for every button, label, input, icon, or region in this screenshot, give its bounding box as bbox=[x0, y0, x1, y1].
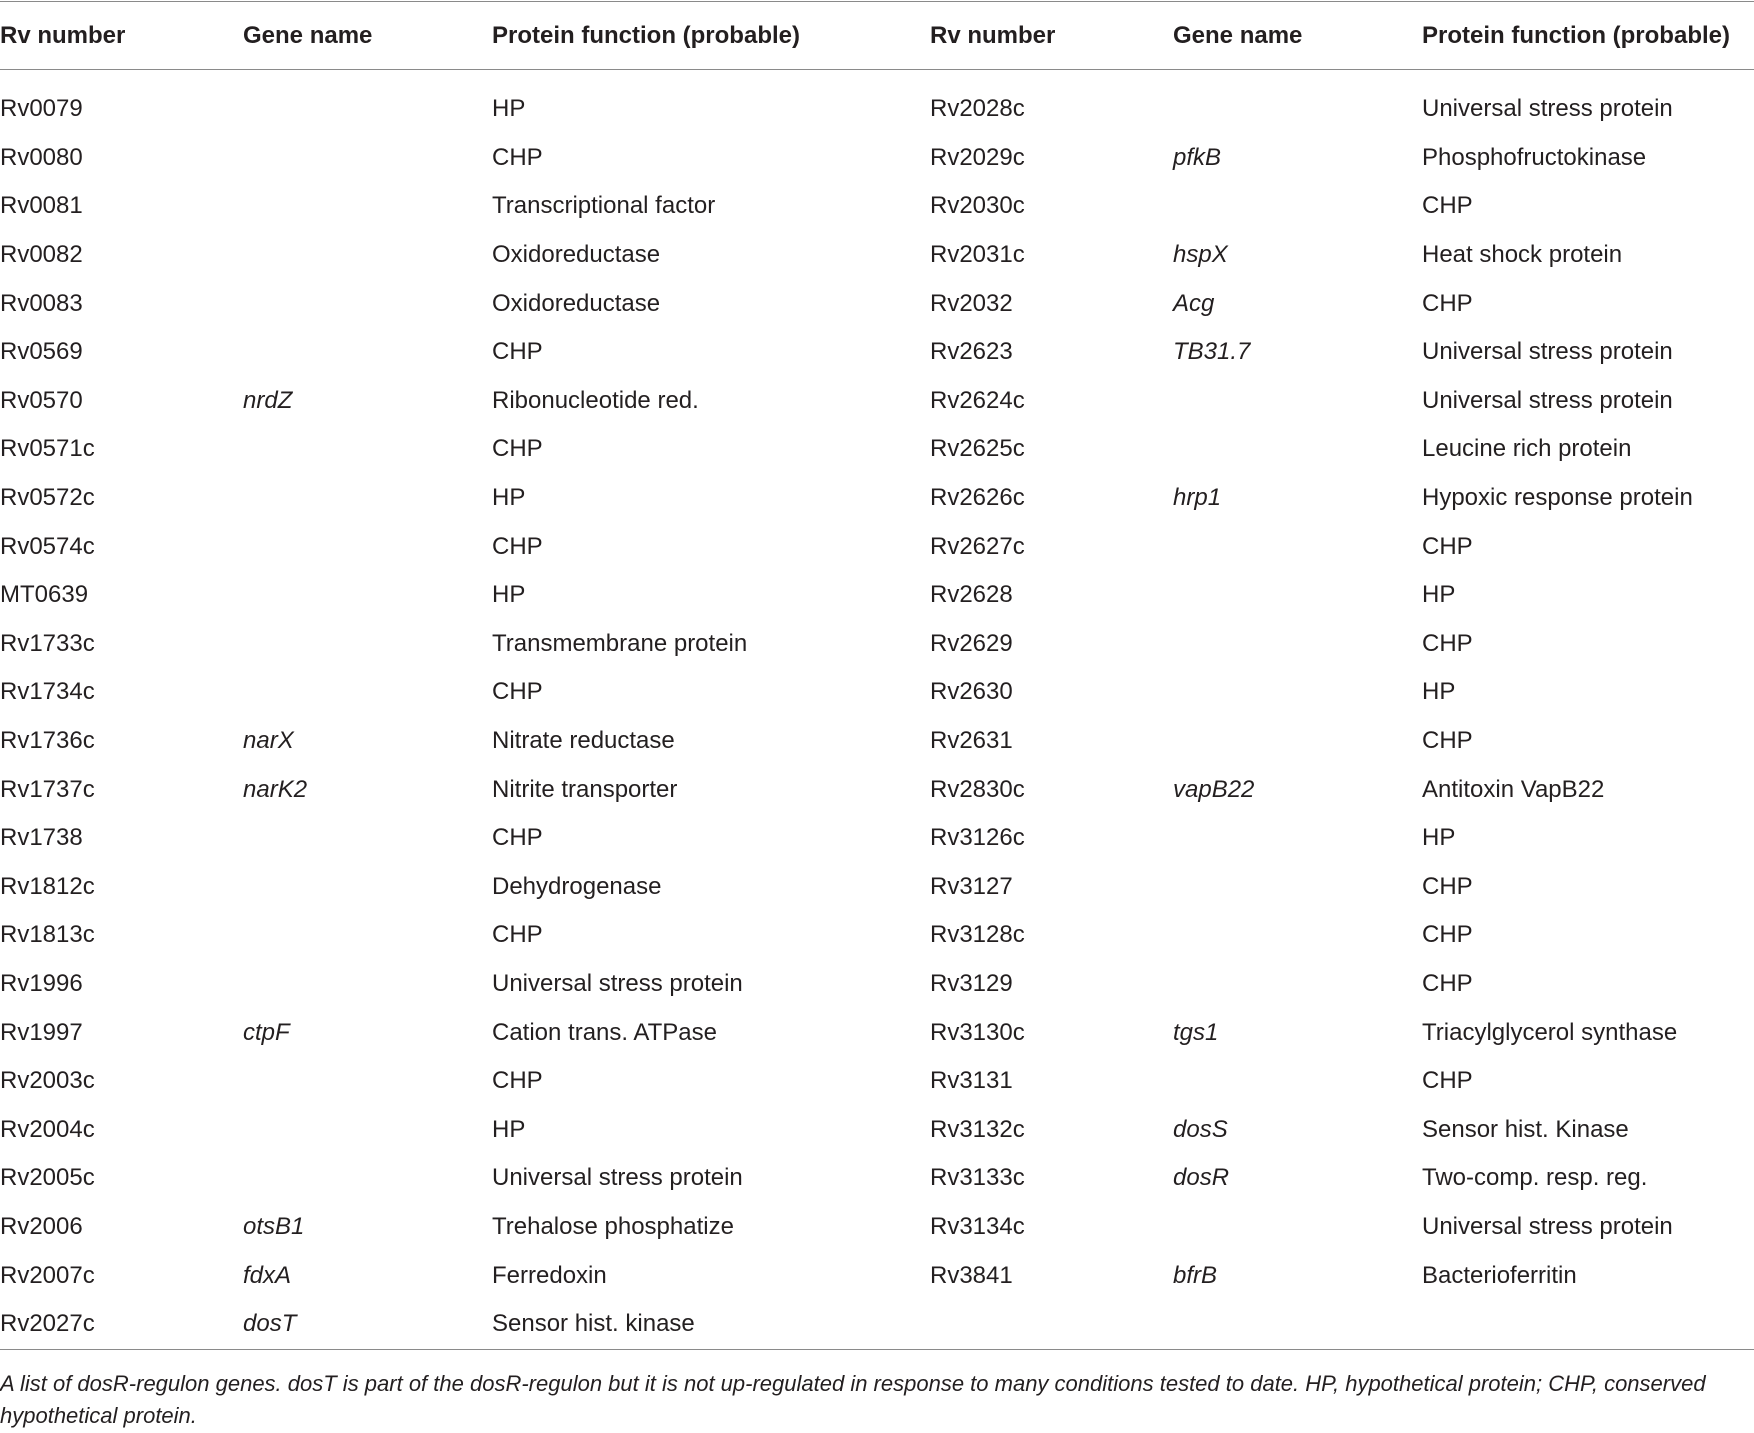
table-row bbox=[0, 960, 1754, 1009]
rv-number-cell-right: Rv2625c bbox=[930, 435, 1025, 463]
table-bottom-rule bbox=[0, 1349, 1754, 1350]
protein-function-cell-right: Heat shock protein bbox=[1422, 241, 1623, 269]
gene-name-cell-left bbox=[243, 522, 492, 571]
gene-name-cell-left bbox=[243, 863, 492, 912]
rv-number-cell-right: Rv2031c bbox=[930, 241, 1025, 269]
table-row bbox=[0, 474, 1754, 523]
gene-name-cell-right: tgs1 bbox=[1173, 1018, 1219, 1046]
protein-function-cell-right: CHP bbox=[1422, 629, 1473, 657]
protein-function-cell-right: Phosphofructokinase bbox=[1422, 143, 1647, 171]
gene-name-cell-right bbox=[1173, 1057, 1422, 1106]
protein-function-cell-right: Universal stress protein bbox=[1422, 338, 1673, 366]
protein-function-cell-left: Nitrate reductase bbox=[492, 727, 675, 755]
rv-number-cell-right: Rv3126c bbox=[930, 824, 1025, 852]
rv-number-cell-right: Rv2624c bbox=[930, 386, 1025, 414]
gene-name-cell-right bbox=[1173, 425, 1422, 474]
gene-name-cell-left bbox=[243, 474, 492, 523]
table-row bbox=[0, 717, 1754, 766]
rv-number-cell-left: Rv0080 bbox=[0, 143, 83, 171]
protein-function-cell-right: Universal stress protein bbox=[1422, 1212, 1673, 1240]
gene-name-cell-right bbox=[1173, 668, 1422, 717]
rv-number-cell-left: Rv2007c bbox=[0, 1261, 95, 1289]
table-row bbox=[0, 911, 1754, 960]
rv-number-cell-left: Rv0081 bbox=[0, 192, 83, 220]
protein-function-cell-left: HP bbox=[492, 1115, 526, 1143]
rv-number-cell-left: Rv1733c bbox=[0, 629, 95, 657]
header-rv-number-right: Rv number bbox=[930, 22, 1056, 49]
protein-function-cell-left: CHP bbox=[492, 338, 543, 366]
gene-name-cell-right: dosR bbox=[1173, 1164, 1230, 1192]
gene-name-cell-left bbox=[243, 620, 492, 669]
protein-function-cell-right: Universal stress protein bbox=[1422, 386, 1673, 414]
rv-number-cell-left: MT0639 bbox=[0, 581, 89, 609]
gene-name-cell-right bbox=[1173, 1203, 1422, 1252]
table-body bbox=[0, 85, 1754, 1348]
table-row bbox=[0, 1203, 1754, 1252]
table-row bbox=[0, 1008, 1754, 1057]
rv-number-cell-right: Rv2626c bbox=[930, 484, 1025, 512]
gene-name-cell-left: otsB1 bbox=[243, 1212, 305, 1240]
header-protein-function-right: Protein function (probable) bbox=[1422, 22, 1730, 49]
gene-name-cell-right bbox=[1173, 571, 1422, 620]
protein-function-cell-left: HP bbox=[492, 484, 526, 512]
protein-function-cell-left: Oxidoreductase bbox=[492, 241, 661, 269]
table-row bbox=[0, 1105, 1754, 1154]
protein-function-cell-left: CHP bbox=[492, 921, 543, 949]
protein-function-cell-left: CHP bbox=[492, 532, 543, 560]
protein-function-cell-left: HP bbox=[492, 581, 526, 609]
rv-number-cell-left: Rv1813c bbox=[0, 921, 95, 949]
rv-number-cell-right: Rv2623 bbox=[930, 338, 1013, 366]
gene-name-cell-left: nrdZ bbox=[243, 386, 293, 414]
rv-number-cell-right: Rv2028c bbox=[930, 95, 1025, 123]
gene-name-cell-left bbox=[243, 668, 492, 717]
rv-number-cell-left: Rv2006 bbox=[0, 1212, 83, 1240]
gene-name-cell-right bbox=[1173, 1300, 1422, 1349]
rv-number-cell-left: Rv1812c bbox=[0, 872, 95, 900]
table-row bbox=[0, 765, 1754, 814]
table-row bbox=[0, 1057, 1754, 1106]
gene-name-cell-right: hrp1 bbox=[1173, 484, 1222, 512]
rv-number-cell-left: Rv0083 bbox=[0, 289, 83, 317]
protein-function-cell-left: CHP bbox=[492, 143, 543, 171]
rv-number-cell-right: Rv2630 bbox=[930, 678, 1013, 706]
protein-function-cell-right: CHP bbox=[1422, 727, 1473, 755]
rv-number-cell-right: Rv2030c bbox=[930, 192, 1025, 220]
protein-function-cell-left: Transmembrane protein bbox=[492, 629, 748, 657]
protein-function-cell-left: Nitrite transporter bbox=[492, 775, 678, 803]
protein-function-cell-left: Universal stress protein bbox=[492, 1164, 743, 1192]
rv-number-cell-right: Rv2032 bbox=[930, 289, 1013, 317]
rv-number-cell-left: Rv2005c bbox=[0, 1164, 95, 1192]
rv-number-cell-left: Rv0079 bbox=[0, 95, 83, 123]
protein-function-cell-right: HP bbox=[1422, 824, 1456, 852]
rv-number-cell-left: Rv1734c bbox=[0, 678, 95, 706]
table-row bbox=[0, 425, 1754, 474]
table-row bbox=[0, 377, 1754, 426]
gene-name-cell-right bbox=[1173, 85, 1422, 134]
protein-function-cell-left: Dehydrogenase bbox=[492, 872, 662, 900]
protein-function-cell-right: Antitoxin VapB22 bbox=[1422, 775, 1605, 803]
gene-name-cell-right bbox=[1173, 814, 1422, 863]
gene-name-cell-right bbox=[1173, 863, 1422, 912]
protein-function-cell-right: Triacylglycerol synthase bbox=[1422, 1018, 1678, 1046]
table-row bbox=[0, 279, 1754, 328]
gene-name-cell-right bbox=[1173, 377, 1422, 426]
gene-name-cell-left bbox=[243, 960, 492, 1009]
table-header-row bbox=[0, 0, 1754, 70]
rv-number-cell-right: Rv3133c bbox=[930, 1164, 1025, 1192]
rv-number-cell-left: Rv0574c bbox=[0, 532, 95, 560]
gene-name-cell-left bbox=[243, 231, 492, 280]
table-caption: A list of dosR-regulon genes. dosT is part of the dosR-regulon but it is not up-regulated in response to many conditions tested to date. HP, hypothetical protein; CHP, conserved hypothetical protein. bbox=[0, 1371, 1706, 1428]
protein-function-cell-right: HP bbox=[1422, 678, 1456, 706]
protein-function-cell-left: Transcriptional factor bbox=[492, 192, 716, 220]
gene-name-cell-left: fdxA bbox=[243, 1261, 292, 1289]
protein-function-cell-right: Sensor hist. Kinase bbox=[1422, 1115, 1629, 1143]
rv-number-cell-right: Rv3134c bbox=[930, 1212, 1025, 1240]
gene-name-cell-right: Acg bbox=[1173, 289, 1215, 317]
header-gene-name-right: Gene name bbox=[1173, 22, 1303, 49]
rv-number-cell-left: Rv0570 bbox=[0, 386, 83, 414]
gene-name-cell-left bbox=[243, 814, 492, 863]
gene-name-cell-right bbox=[1173, 522, 1422, 571]
gene-name-cell-left bbox=[243, 1154, 492, 1203]
header-protein-function-left: Protein function (probable) bbox=[492, 22, 800, 49]
table-row bbox=[0, 1154, 1754, 1203]
rv-number-cell-left: Rv1736c bbox=[0, 727, 95, 755]
header-spacer bbox=[0, 70, 1754, 85]
rv-number-cell-left: Rv1737c bbox=[0, 775, 95, 803]
table-row bbox=[0, 522, 1754, 571]
rv-number-cell-left: Rv2003c bbox=[0, 1067, 95, 1095]
rv-number-cell-right: Rv3131 bbox=[930, 1067, 1013, 1095]
gene-name-cell-right: pfkB bbox=[1173, 143, 1222, 171]
protein-function-cell-left: Trehalose phosphatize bbox=[492, 1212, 734, 1240]
table-row bbox=[0, 668, 1754, 717]
rv-number-cell-right: Rv2631 bbox=[930, 727, 1013, 755]
gene-name-cell-left: narX bbox=[243, 727, 294, 755]
protein-function-cell-right bbox=[1422, 1300, 1754, 1349]
rv-number-cell-left: Rv2027c bbox=[0, 1310, 95, 1338]
rv-number-cell-right: Rv3841 bbox=[930, 1261, 1013, 1289]
gene-name-cell-right bbox=[1173, 960, 1422, 1009]
rv-number-cell-right: Rv2629 bbox=[930, 629, 1013, 657]
gene-name-cell-right bbox=[1173, 182, 1422, 231]
gene-name-cell-left bbox=[243, 425, 492, 474]
protein-function-cell-right: CHP bbox=[1422, 192, 1473, 220]
rv-number-cell-left: Rv0571c bbox=[0, 435, 95, 463]
table-row bbox=[0, 620, 1754, 669]
rv-number-cell-right: Rv2029c bbox=[930, 143, 1025, 171]
table-row bbox=[0, 1300, 1754, 1349]
protein-function-cell-left: CHP bbox=[492, 678, 543, 706]
gene-name-cell-right: vapB22 bbox=[1173, 775, 1255, 803]
protein-function-cell-left: CHP bbox=[492, 824, 543, 852]
rv-number-cell-right: Rv3127 bbox=[930, 872, 1013, 900]
gene-name-cell-left bbox=[243, 182, 492, 231]
rv-number-cell-left: Rv1996 bbox=[0, 969, 83, 997]
table-row bbox=[0, 134, 1754, 183]
rv-number-cell-right: Rv3128c bbox=[930, 921, 1025, 949]
gene-name-cell-left bbox=[243, 1057, 492, 1106]
protein-function-cell-left: HP bbox=[492, 95, 526, 123]
gene-name-cell-right bbox=[1173, 911, 1422, 960]
rv-number-cell-right: Rv3130c bbox=[930, 1018, 1025, 1046]
header-gene-name-left: Gene name bbox=[243, 22, 373, 49]
rv-number-cell-right: Rv3129 bbox=[930, 969, 1013, 997]
table-row bbox=[0, 328, 1754, 377]
rv-number-cell-left: Rv2004c bbox=[0, 1115, 95, 1143]
rv-number-cell-left: Rv0569 bbox=[0, 338, 83, 366]
protein-function-cell-right: Two-comp. resp. reg. bbox=[1422, 1164, 1648, 1192]
gene-name-cell-right: dosS bbox=[1173, 1115, 1228, 1143]
protein-function-cell-right: Hypoxic response protein bbox=[1422, 484, 1693, 512]
protein-function-cell-right: CHP bbox=[1422, 289, 1473, 317]
table-row bbox=[0, 1251, 1754, 1300]
gene-name-cell-left bbox=[243, 279, 492, 328]
gene-name-cell-right: hspX bbox=[1173, 241, 1228, 269]
protein-function-cell-left: CHP bbox=[492, 1067, 543, 1095]
protein-function-cell-right: CHP bbox=[1422, 532, 1473, 560]
gene-name-cell-right: TB31.7 bbox=[1173, 338, 1251, 366]
table-row bbox=[0, 182, 1754, 231]
gene-name-cell-left bbox=[243, 911, 492, 960]
protein-function-cell-left: Cation trans. ATPase bbox=[492, 1018, 717, 1046]
gene-name-cell-left: dosT bbox=[243, 1310, 297, 1338]
protein-function-cell-left: Ribonucleotide red. bbox=[492, 386, 699, 414]
gene-name-cell-left bbox=[243, 134, 492, 183]
protein-function-cell-left: Sensor hist. kinase bbox=[492, 1310, 695, 1338]
table-row bbox=[0, 85, 1754, 134]
protein-function-cell-right: CHP bbox=[1422, 1067, 1473, 1095]
protein-function-cell-left: Ferredoxin bbox=[492, 1261, 607, 1289]
rv-number-cell-left: Rv0082 bbox=[0, 241, 83, 269]
gene-name-cell-left: ctpF bbox=[243, 1018, 290, 1046]
gene-name-cell-right: bfrB bbox=[1173, 1261, 1218, 1289]
protein-function-cell-right: HP bbox=[1422, 581, 1456, 609]
gene-name-cell-left bbox=[243, 571, 492, 620]
rv-number-cell-right bbox=[930, 1300, 1173, 1349]
gene-name-cell-left bbox=[243, 1105, 492, 1154]
gene-name-cell-left bbox=[243, 328, 492, 377]
protein-function-cell-right: CHP bbox=[1422, 921, 1473, 949]
header-rv-number-left: Rv number bbox=[0, 22, 126, 49]
rv-number-cell-right: Rv2830c bbox=[930, 775, 1025, 803]
protein-function-cell-left: Oxidoreductase bbox=[492, 289, 661, 317]
rv-number-cell-left: Rv0572c bbox=[0, 484, 95, 512]
rv-number-cell-left: Rv1738 bbox=[0, 824, 83, 852]
table-row bbox=[0, 814, 1754, 863]
gene-name-cell-left: narK2 bbox=[243, 775, 308, 803]
gene-name-cell-right bbox=[1173, 717, 1422, 766]
gene-name-cell-left bbox=[243, 85, 492, 134]
table-row bbox=[0, 571, 1754, 620]
protein-function-cell-right: Universal stress protein bbox=[1422, 95, 1673, 123]
table-row bbox=[0, 231, 1754, 280]
rv-number-cell-right: Rv2628 bbox=[930, 581, 1013, 609]
table-row bbox=[0, 863, 1754, 912]
protein-function-cell-right: CHP bbox=[1422, 969, 1473, 997]
rv-number-cell-left: Rv1997 bbox=[0, 1018, 83, 1046]
protein-function-cell-left: Universal stress protein bbox=[492, 969, 743, 997]
gene-name-cell-right bbox=[1173, 620, 1422, 669]
protein-function-cell-right: Bacterioferritin bbox=[1422, 1261, 1577, 1289]
protein-function-cell-right: CHP bbox=[1422, 872, 1473, 900]
rv-number-cell-right: Rv2627c bbox=[930, 532, 1025, 560]
protein-function-cell-right: Leucine rich protein bbox=[1422, 435, 1632, 463]
rv-number-cell-right: Rv3132c bbox=[930, 1115, 1025, 1143]
protein-function-cell-left: CHP bbox=[492, 435, 543, 463]
